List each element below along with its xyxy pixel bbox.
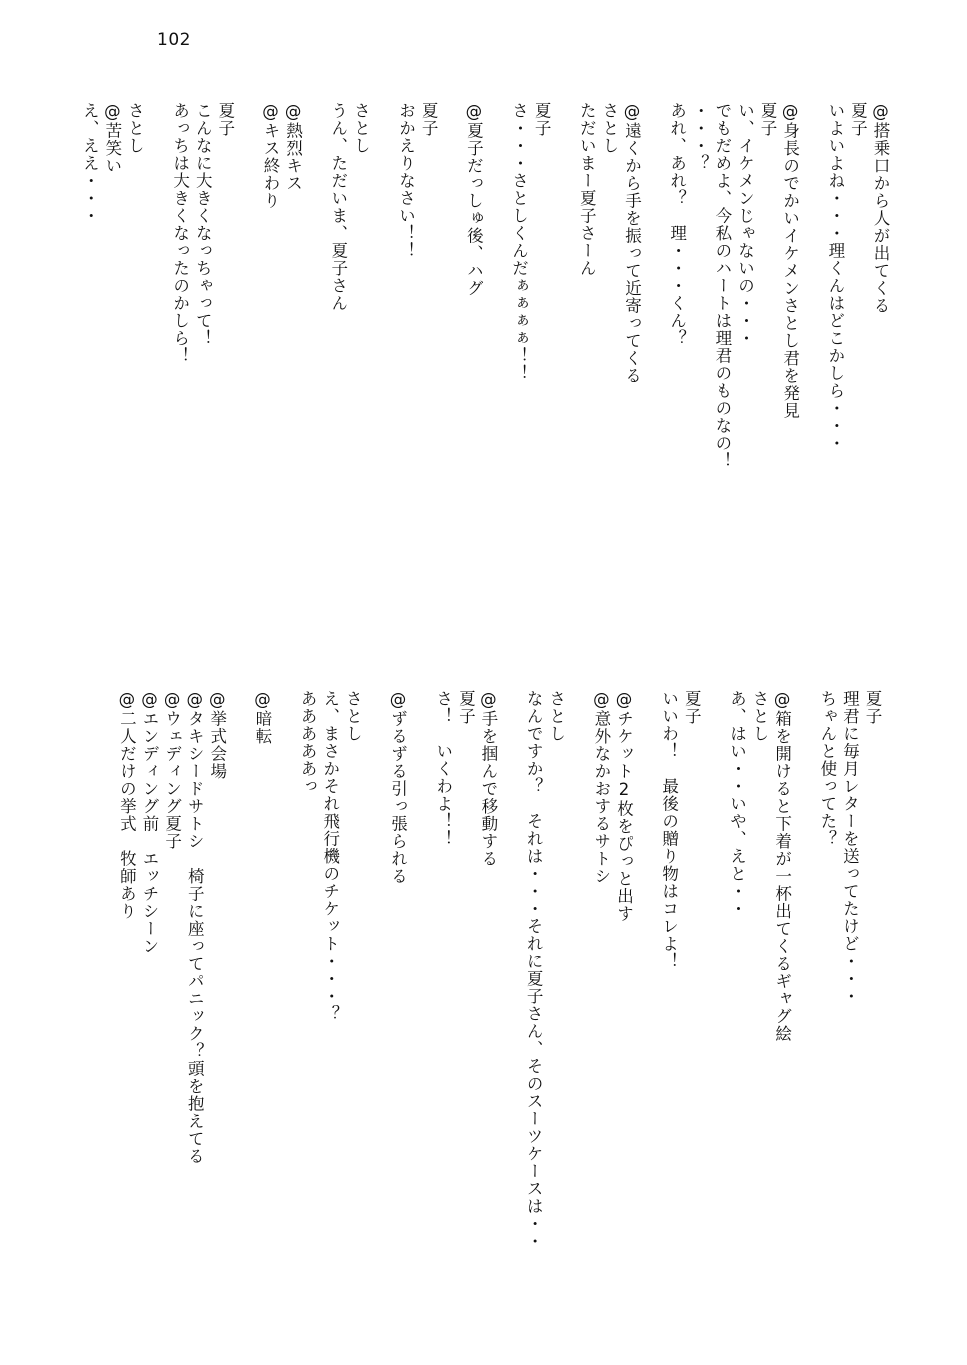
script-block-top [78, 102, 891, 662]
stage-direction: @熱烈キス [283, 102, 303, 192]
dialogue-line: さ・・・さとしくんだぁぁぁぁ！！ [509, 102, 529, 382]
speaker-name: さとし [125, 102, 145, 155]
speaker-name: さとし [599, 102, 619, 155]
speaker-name: 夏子 [682, 690, 702, 725]
dialogue-line: こんなに大きくなっちゃって！ [193, 102, 213, 347]
stage-direction: @キス終わり [260, 102, 280, 210]
blank-line [552, 102, 575, 662]
stage-direction: @遠くから手を振って近寄ってくる [622, 102, 642, 385]
stage-direction: @苦笑い [102, 102, 122, 175]
speaker-name: 夏子 [758, 102, 778, 137]
speaker-name: 夏子 [215, 102, 235, 137]
dialogue-line: 理君に毎月レターを送ってたけど・・・ [840, 690, 860, 1005]
stage-direction: @ウェディング夏子 [162, 690, 182, 850]
blank-line [371, 102, 394, 662]
speaker-name: 夏子 [532, 102, 552, 137]
stage-direction: @ずるずる引っ張られる [388, 690, 408, 885]
blank-line [363, 690, 386, 1330]
dialogue-line: あああああっ [298, 690, 318, 795]
speaker-name: さとし [750, 690, 770, 743]
stage-direction: @挙式会場 [207, 690, 227, 780]
speaker-name: さとし [351, 102, 371, 155]
dialogue-line: あれ、あれ？ 理・・・くん？ [667, 102, 687, 347]
dialogue-line: うん、ただいま、夏子さん [328, 102, 348, 312]
blank-line [145, 102, 168, 662]
dialogue-line: い、イケメンじゃないの・・・ [735, 102, 755, 347]
stage-direction: @エンディング前 エッチシーン [140, 690, 159, 955]
dialogue-line: でもだめよ、今私のハートは理君のものなの！ [712, 102, 732, 470]
stage-direction: @手を掴んで移動する [478, 690, 498, 868]
speaker-name: さとし [546, 690, 566, 743]
blank-line [236, 102, 259, 662]
dialogue-line: いよいよね・・・理くんはどこかしら・・・ [825, 102, 845, 452]
dialogue-line: おかえりなさい！！ [396, 102, 416, 260]
speaker-name: 夏子 [848, 102, 868, 137]
blank-line [634, 690, 657, 1330]
stage-direction: @暗転 [252, 690, 272, 745]
dialogue-line: ・・・？ [690, 102, 710, 172]
blank-line [409, 690, 432, 1330]
dialogue-line: なんですか？ それは・・・それに夏子さん、そのスーツケースは・・ [524, 690, 544, 1250]
dialogue-line: ただいまー夏子さーん [577, 102, 597, 277]
dialogue-line: え、ええ・・・ [80, 102, 100, 225]
speaker-name: さとし [343, 690, 363, 743]
blank-line [304, 102, 327, 662]
page-number: 102 [157, 30, 191, 50]
speaker-name: 夏子 [456, 690, 476, 725]
dialogue-line: さ！ いくわよ！！ [433, 690, 453, 848]
speaker-name: 夏子 [863, 690, 882, 725]
stage-direction: @意外なかおするサトシ [591, 690, 611, 885]
blank-line [793, 690, 816, 1330]
stage-direction: @箱を開けると下着が一杯出てくるギャグ絵 [772, 690, 792, 1043]
stage-direction: @身長のでかいイケメンさとし君を発見 [780, 102, 800, 420]
blank-line [702, 690, 725, 1330]
blank-line [499, 690, 522, 1330]
blank-line [567, 690, 590, 1330]
dialogue-line: あ、はい・・いや、えと・・ [727, 690, 747, 918]
blank-line [228, 690, 251, 1330]
stage-direction: @二人だけの挙式 牧師あり [117, 690, 137, 920]
script-block-bottom [115, 690, 883, 1330]
stage-direction: @夏子だっしゅ後、ハグ [464, 102, 484, 297]
dialogue-line: ちゃんと使ってた？ [817, 690, 837, 848]
dialogue-line: え、まさかそれ飛行機のチケット・・・？ [320, 690, 340, 1023]
dialogue-line: いいわ！ 最後の贈り物はコレよ！ [659, 690, 679, 970]
blank-line [273, 690, 296, 1330]
blank-line [484, 102, 507, 662]
stage-direction: @搭乗口から人が出てくる [871, 102, 890, 315]
blank-line [642, 102, 665, 662]
blank-line [439, 102, 462, 662]
blank-line [801, 102, 824, 662]
dialogue-line: あっちは大きくなったのかしら！ [170, 102, 190, 365]
speaker-name: 夏子 [419, 102, 439, 137]
stage-direction: @タキシードサトシ 椅子に座ってパニック？頭を抱えてる [185, 690, 205, 1165]
stage-direction: @チケット2枚をぴっと出す [614, 690, 634, 923]
